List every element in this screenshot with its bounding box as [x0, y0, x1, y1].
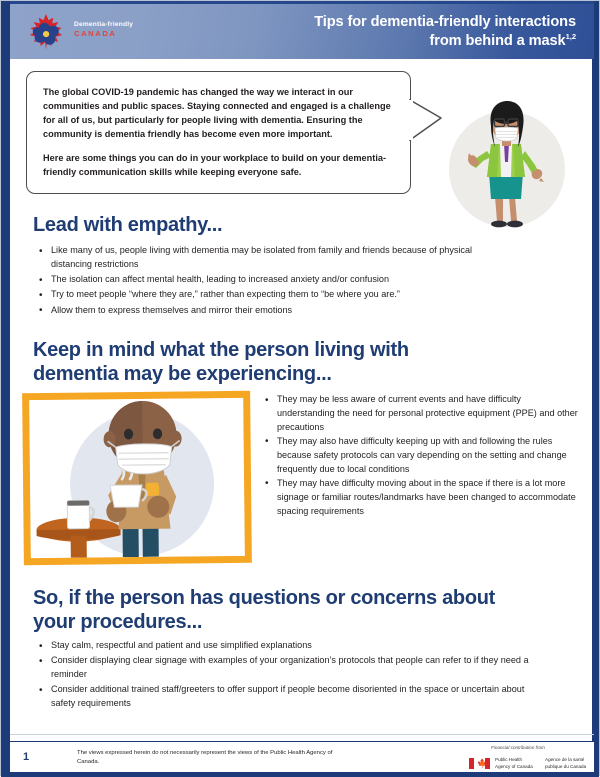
section-bullets-keep-in-mind — [263, 393, 581, 519]
speech-bubble-tail-icon — [409, 96, 449, 144]
gov-en-line-1: Public Health — [495, 756, 533, 763]
list-item: • Try to meet people “where they are,” rather than expecting them to “be where you are.” — [37, 288, 507, 302]
photo-frame-inner — [29, 398, 245, 558]
maple-leaf-glyph: 🍁 — [477, 759, 487, 767]
list-item: • The isolation can affect mental health, leading to increased anxiety and/or confusion — [37, 273, 507, 287]
man-wearing-mask-holding-cup-illustration — [22, 391, 252, 565]
list-item: • Allow them to express themselves and mirror their emotions — [37, 304, 507, 318]
page-header — [10, 1, 594, 59]
intro-speech-bubble — [26, 71, 411, 194]
dementia-friendly-canada-logo — [22, 12, 152, 54]
financial-contribution-label: Financial contribution from — [491, 745, 545, 750]
gov-name-english — [495, 756, 533, 770]
gov-en-line-2: Agency of Canada — [495, 763, 533, 770]
page-footer — [10, 741, 594, 777]
page-title-superscript: 1,2 — [566, 32, 576, 41]
section-bullets-lead-with-empathy — [37, 244, 507, 319]
list-item: • They may have difficulty moving about in the space if there is a lot more signage or familiar routes/landmarks have been changed to accommodate spacing requirements — [263, 477, 581, 518]
government-of-canada-wordmark — [469, 756, 599, 774]
page-number: 1 — [23, 751, 29, 763]
list-item: • Like many of us, people living with dementia may be isolated from family and friends because of physical distancing restrictions — [37, 244, 507, 272]
list-item: • Stay calm, respectful and patient and use simplified explanations — [37, 639, 537, 653]
page-title — [314, 13, 576, 50]
list-item: • Consider additional trained staff/greeters to offer support if people become disoriented in the space or uncertain about safety requirements — [37, 683, 537, 711]
logo-line-2: CANADA — [74, 30, 133, 38]
section-bullets-questions-or-concerns — [37, 639, 537, 713]
intro-paragraph-2: Here are some things you can do in your workplace to build on your dementia-friendly communication skills while keeping everyone safe. — [43, 152, 394, 180]
gov-fr-line-1: Agence de la santé — [545, 756, 586, 763]
section-title-questions-or-concerns: So, if the person has questions or concerns about your procedures... — [33, 587, 533, 634]
list-item: • They may also have difficulty keeping up with and following the rules because safety protocols can vary depending on the setting and change frequently due to local conditions — [263, 435, 581, 476]
logo-line-1: Dementia-friendly — [74, 22, 133, 29]
logo-wordmark — [74, 22, 133, 38]
intro-paragraph-1: The global COVID-19 pandemic has changed the way we interact in our communities and public spaces. Staying connected and engaged is a challenge for all of us, but particularly for people living with dementia. Ensuring the community is dementia friendly has become even more important. — [43, 86, 394, 142]
gov-name-french — [545, 756, 586, 770]
list-item: • They may be less aware of current events and have difficulty understanding the need for personal protective equipment (PPE) and other precautions — [263, 393, 581, 434]
right-accent-bar — [592, 1, 599, 777]
woman-wearing-mask-illustration — [431, 99, 581, 231]
page-title-line-2: from behind a mask — [429, 33, 565, 49]
section-title-keep-in-mind: Keep in mind what the person living with dementia may be experiencing... — [33, 339, 493, 386]
footer-disclaimer: The views expressed herein do not necessarily represent the views of the Public Health Agency of Canada. — [77, 749, 337, 767]
section-title-lead-with-empathy: Lead with empathy... — [33, 214, 222, 238]
page-title-line-1: Tips for dementia-friendly interactions — [314, 14, 576, 30]
footer-divider — [10, 734, 594, 735]
left-accent-bar — [1, 1, 10, 777]
man-figure-svg — [29, 398, 245, 558]
woman-figure-svg — [431, 99, 581, 231]
maple-leaf-forget-me-not-icon — [22, 12, 70, 52]
canada-flag-icon — [469, 758, 490, 769]
list-item: • Consider displaying clear signage with examples of your organization’s protocols that people can refer to if they need a reminder — [37, 654, 537, 682]
gov-fr-line-2: publique du Canada — [545, 763, 586, 770]
